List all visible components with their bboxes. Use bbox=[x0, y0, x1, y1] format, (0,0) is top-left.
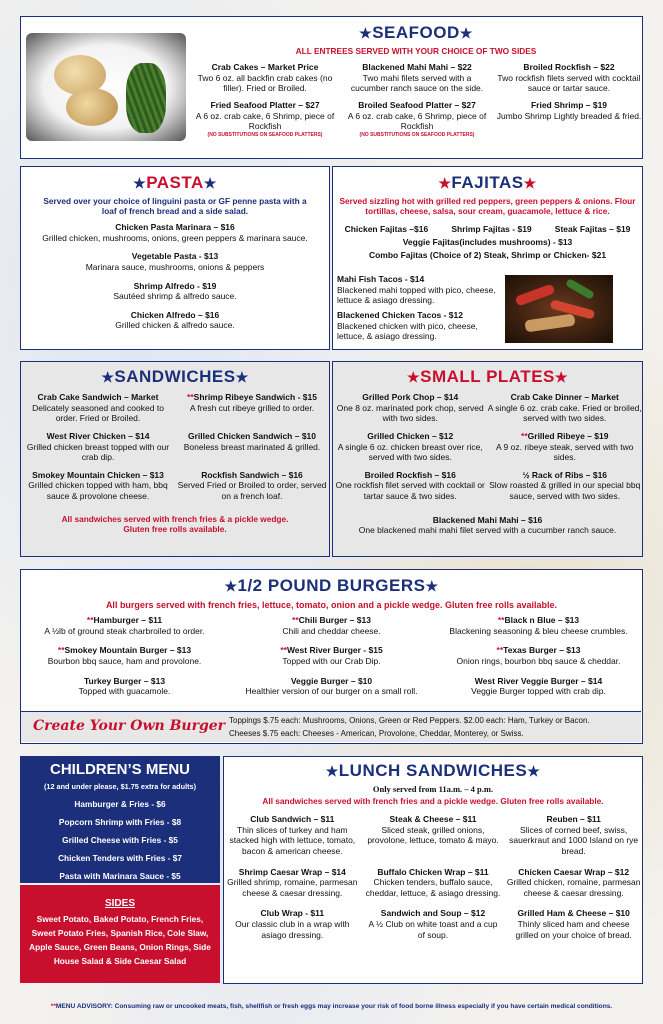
lunch-item-name bbox=[224, 867, 361, 878]
seafood-item-desc: Two rockfish filets served with cocktail sauce or tartar sauce. bbox=[497, 72, 641, 94]
lunch-item bbox=[224, 867, 361, 899]
sandwich-item-name bbox=[21, 392, 175, 403]
taco-item-desc: Blackened mahi topped with pico, cheese, lettuce & asiago dressing. bbox=[337, 284, 496, 306]
sandwich-item-name bbox=[21, 470, 175, 481]
lunch-item-name bbox=[365, 867, 502, 878]
burger-item-title: Texas Burger – $13 bbox=[503, 645, 581, 656]
create-your-own-bar bbox=[21, 711, 641, 742]
pasta-item-desc: Marinara sauce, mushrooms, onions & peppers bbox=[85, 261, 265, 272]
seafood-item-name bbox=[495, 62, 643, 73]
seafood-subtitle: ALL ENTREES SERVED WITH YOUR CHOICE OF TWO SIDES bbox=[295, 46, 537, 56]
seafood-item-title: Blackened Mahi Mahi – $22 bbox=[362, 62, 472, 72]
lunch-hours: Only served from 11a.m. – 4 p.m. bbox=[372, 784, 494, 794]
lunch-item bbox=[505, 908, 642, 940]
lunch-item-title: Buffalo Chicken Wrap – $11 bbox=[377, 866, 489, 877]
taco-item-desc: Blackened chicken with pico, cheese, lettuce, & asiago dressing. bbox=[337, 320, 478, 342]
seafood-item bbox=[343, 62, 491, 94]
toppings-info bbox=[229, 715, 590, 741]
sides-text: Sweet Potato, Baked Potato, French Fries, Sweet Potato Fries, Spanish Rice, Cole Slaw, Apple Sauce, Green Beans, Onion Rings, Side House Salad & Side Caesar Salad bbox=[29, 914, 211, 966]
lunch-item-desc: Grilled shrimp, romaine, parmesan cheese & caesar dressing. bbox=[227, 877, 358, 898]
seafood-item bbox=[495, 62, 643, 94]
childrens-items bbox=[20, 795, 220, 885]
small-plate-item-desc: One rockfish filet served with cocktail or tartar sauce & two sides. bbox=[335, 480, 485, 501]
burger-item-name bbox=[435, 645, 642, 656]
taco-item-title: Blackened Chicken Tacos - $12 bbox=[337, 309, 463, 320]
small-plate-item-title: Blackened Mahi Mahi – $16 bbox=[432, 514, 543, 525]
pasta-item bbox=[21, 310, 329, 331]
burger-item-name bbox=[228, 615, 435, 626]
sandwich-item-name bbox=[21, 431, 175, 442]
lunch-item-name bbox=[365, 814, 502, 825]
small-plate-item-title: ½ Rack of Ribs – $16 bbox=[522, 469, 608, 480]
burger-item-title: Smokey Mountain Burger – $13 bbox=[64, 645, 192, 656]
pasta-item-desc: Sautéed shrimp & alfredo sauce. bbox=[113, 291, 237, 302]
small-plate-item-title: Crab Cake Dinner – Market bbox=[510, 392, 619, 402]
lunch-item-name bbox=[505, 908, 642, 919]
pasta-item-name bbox=[21, 281, 329, 292]
seafood-item-desc: Two 6 oz. all backfin crab cakes (no filler). Fried or Broiled. bbox=[197, 72, 333, 94]
sandwich-item bbox=[175, 470, 329, 502]
fajitas-subtitle: Served sizzling hot with grilled red peppers, green peppers & onions. Flour tortillas, cheese, salsa, sour cream, guacamole, lettuce & rice. bbox=[339, 196, 636, 216]
burger-item-title: Black n Blue – $13 bbox=[504, 615, 580, 625]
raw-advisory-mark: ** bbox=[497, 615, 505, 625]
sandwich-item-desc: Grilled chicken topped with ham, bbq sauce & provolone cheese. bbox=[28, 480, 168, 501]
small-plate-item bbox=[488, 431, 643, 463]
no-substitution-note: (NO SUBSTITUTIONS ON SEAFOOD PLATTERS) bbox=[207, 131, 323, 138]
small-plate-item-name bbox=[333, 431, 488, 442]
small-plate-item bbox=[488, 470, 643, 502]
seafood-item-desc: Two mahi filets served with a cucumber ranch sauce on the side. bbox=[350, 72, 484, 94]
seafood-item-title: Fried Shrimp – $19 bbox=[530, 99, 608, 110]
pasta-item-name bbox=[21, 222, 329, 233]
pasta-item bbox=[21, 251, 329, 272]
fajitas-steak: Steak Fajitas – $19 bbox=[554, 224, 631, 234]
seafood-item bbox=[343, 100, 491, 138]
raw-advisory-mark: ** bbox=[86, 615, 94, 625]
burger-item-desc: Veggie Burger topped with crab dip. bbox=[471, 686, 606, 697]
tacos-items bbox=[337, 274, 497, 346]
advisory-text: MENU ADVISORY: Consuming raw or uncooked meats, fish, shellfish or fresh eggs may increase your risk of food borne illness especially if you have certain medical conditions. bbox=[55, 1003, 613, 1010]
seafood-item-name bbox=[191, 62, 339, 73]
burger-item bbox=[228, 676, 435, 697]
lunch-section bbox=[223, 756, 643, 984]
lunch-items bbox=[224, 814, 642, 940]
small-plates-section bbox=[332, 361, 643, 557]
burger-item-name bbox=[21, 615, 228, 626]
create-your-own-title: Create Your Own Burger bbox=[33, 718, 226, 734]
no-substitution-note: (NO SUBSTITUTIONS ON SEAFOOD PLATTERS) bbox=[359, 131, 475, 138]
raw-advisory-mark: ** bbox=[292, 615, 299, 625]
lunch-item-name bbox=[505, 867, 642, 878]
lunch-item-name bbox=[224, 908, 361, 919]
sandwich-item-name bbox=[175, 470, 329, 481]
sandwiches-items bbox=[21, 392, 329, 502]
childrens-item: Grilled Cheese with Fries - $5 bbox=[62, 835, 178, 845]
small-plate-item bbox=[488, 392, 643, 424]
small-plates-title: ★SMALL PLATES★ bbox=[407, 367, 568, 386]
seafood-item-name bbox=[343, 62, 491, 73]
sandwich-item-desc: Boneless breast marinated & grilled. bbox=[183, 441, 321, 452]
burger-item-name bbox=[228, 645, 435, 656]
lunch-item-desc: A ½ Club on white toast and a cup of soup. bbox=[368, 919, 498, 940]
lunch-item-desc: Sliced steak, grilled onions, provolone, lettuce, tomato & mayo. bbox=[367, 824, 499, 846]
burger-item-desc: Topped with guacamole. bbox=[78, 686, 171, 697]
sandwich-item bbox=[21, 431, 175, 463]
burger-item-name bbox=[435, 615, 642, 626]
raw-advisory-mark: ** bbox=[280, 645, 287, 656]
small-plate-item-desc: Slow roasted & grilled in our special bbq sauce, served with two sides. bbox=[489, 480, 641, 501]
burger-item bbox=[228, 645, 435, 666]
pasta-item-title: Chicken Alfredo – $16 bbox=[130, 309, 220, 320]
pasta-item-name bbox=[21, 251, 329, 262]
childrens-subtitle: (12 and under please, $1.75 extra for adults) bbox=[43, 782, 197, 791]
lunch-item bbox=[224, 814, 361, 857]
lunch-item-desc: Thinly sliced ham and cheese grilled on your choice of bread. bbox=[515, 919, 632, 940]
seafood-item-name bbox=[343, 100, 491, 111]
burger-item-name bbox=[228, 676, 435, 687]
lunch-item-name bbox=[365, 908, 502, 919]
childrens-item: Chicken Tenders with Fries - $7 bbox=[58, 853, 182, 863]
burger-item-title: West River Burger - $15 bbox=[286, 645, 383, 656]
fajitas-row bbox=[333, 224, 642, 234]
burger-item bbox=[435, 676, 642, 697]
lunch-item bbox=[224, 908, 361, 940]
sandwich-item-desc: Grilled chicken breast topped with our crab dip. bbox=[26, 441, 170, 463]
fajitas-combo: Combo Fajitas (Choice of 2) Steak, Shrimp or Chicken- $21 bbox=[368, 250, 607, 260]
pasta-subtitle: Served over your choice of linguini pasta or GF penne pasta with a loaf of french bread and a side salad. bbox=[43, 196, 307, 216]
small-plate-item bbox=[333, 515, 642, 536]
seafood-item-title: Broiled Seafood Platter – $27 bbox=[358, 99, 476, 110]
seafood-item-name bbox=[495, 100, 643, 111]
lunch-item-title: Club Wrap - $11 bbox=[260, 908, 325, 919]
small-plate-item bbox=[333, 470, 488, 502]
burger-item-desc: Topped with our Crab Dip. bbox=[282, 655, 381, 666]
lunch-item-desc: Slices of corned beef, swiss, sauerkraut and 1000 Island on rye bread. bbox=[509, 824, 639, 856]
burger-item-desc: Blackening seasoning & bleu cheese crumbles. bbox=[449, 625, 628, 636]
taco-item-name bbox=[337, 274, 497, 285]
taco-item-title: Mahi Fish Tacos - $14 bbox=[337, 274, 425, 284]
sandwiches-title: ★SANDWICHES★ bbox=[101, 367, 249, 386]
small-plate-item-title: Grilled Chicken – $12 bbox=[367, 430, 454, 441]
sandwich-item-title: Smokey Mountain Chicken – $13 bbox=[32, 469, 164, 480]
lunch-item bbox=[365, 908, 502, 940]
crab-cake-photo bbox=[26, 33, 186, 141]
sandwich-item-title: Shrimp Ribeye Sandwich - $15 bbox=[193, 392, 317, 402]
small-plate-item-desc: One 8 oz. marinated pork chop, served with two sides. bbox=[336, 402, 484, 424]
burgers-subtitle: All burgers served with french fries, lettuce, tomato, onion and a pickle wedge. Gluten free rolls available. bbox=[105, 600, 558, 610]
lunch-subtitle: All sandwiches served with french fries and a pickle wedge. Gluten free rolls available. bbox=[262, 796, 604, 806]
fajitas-title: ★FAJITAS★ bbox=[438, 173, 537, 192]
sandwich-item bbox=[21, 392, 175, 424]
burger-item bbox=[21, 615, 228, 636]
childrens-menu-section bbox=[20, 756, 220, 883]
raw-advisory-mark: ** bbox=[57, 645, 65, 656]
burger-item-desc: Bourbon bbq sauce, ham and provolone. bbox=[47, 655, 202, 666]
small-plate-item-desc: A 9 oz. ribeye steak, served with two sides. bbox=[496, 441, 634, 463]
lunch-item-name bbox=[505, 814, 642, 825]
lunch-item-name bbox=[224, 814, 361, 825]
burger-item bbox=[21, 676, 228, 697]
lunch-item-desc: Grilled chicken, romaine, parmesan cheese & caesar dressing. bbox=[506, 877, 641, 898]
sandwich-item bbox=[175, 392, 329, 424]
small-plate-item-title: Broiled Rockfish – $16 bbox=[364, 469, 456, 480]
raw-advisory-mark: ** bbox=[496, 645, 504, 656]
burger-item-name bbox=[21, 645, 228, 656]
lunch-item-title: Reuben – $11 bbox=[546, 814, 601, 824]
lunch-item-title: Club Sandwich – $11 bbox=[250, 814, 335, 824]
sandwiches-section bbox=[20, 361, 330, 557]
seafood-item-title: Fried Seafood Platter – $27 bbox=[210, 99, 320, 110]
lunch-item-title: Chicken Caesar Wrap – $12 bbox=[518, 866, 630, 877]
sandwich-item-title: Rockfish Sandwich – $16 bbox=[201, 469, 303, 480]
burger-item bbox=[228, 615, 435, 636]
childrens-item: Pasta with Marinara Sauce - $5 bbox=[59, 871, 181, 881]
seafood-item bbox=[191, 100, 339, 138]
childrens-item: Hamburger & Fries - $6 bbox=[74, 799, 166, 809]
toppings-text: Toppings $.75 each: Mushrooms, Onions, Green or Red Peppers. $2.00 each: Ham, Turkey or Bacon. bbox=[229, 716, 590, 725]
small-plate-item-desc: A single 6 oz. crab cake. Fried or broiled, served with two sides. bbox=[487, 402, 642, 424]
burger-item bbox=[21, 645, 228, 666]
small-plate-item-title: Grilled Ribeye – $19 bbox=[527, 430, 609, 441]
pasta-item-title: Chicken Pasta Marinara – $16 bbox=[115, 222, 235, 232]
seafood-item-title: Crab Cakes – Market Price bbox=[211, 62, 319, 72]
lunch-item-desc: Chicken tenders, buffalo sauce, cheddar, lettuce, & asiago dressing. bbox=[365, 877, 501, 898]
pasta-title: ★PASTA★ bbox=[133, 173, 217, 192]
advisory-star: ** bbox=[50, 1003, 56, 1010]
lunch-item-desc: Thin slices of turkey and ham stacked high with lettuce, tomato, bacon & american cheese. bbox=[229, 824, 356, 856]
seafood-item bbox=[191, 62, 339, 94]
sandwich-item-title: Grilled Chicken Sandwich – $10 bbox=[187, 430, 317, 441]
small-plate-item bbox=[333, 431, 488, 463]
burger-item-desc: Healthier version of our burger on a small roll. bbox=[245, 686, 418, 697]
sandwiches-footer: All sandwiches served with french fries & a pickle wedge. Gluten free rolls available. bbox=[61, 513, 289, 534]
seafood-item-desc: A 6 oz. crab cake, 6 Shrimp, piece of Rockfish bbox=[195, 110, 335, 132]
small-plate-item-name bbox=[488, 392, 643, 403]
burgers-items bbox=[21, 615, 642, 697]
lunch-title: ★LUNCH SANDWICHES★ bbox=[325, 761, 541, 780]
burger-item bbox=[435, 645, 642, 666]
burger-item-name bbox=[21, 676, 228, 687]
small-plate-item-name bbox=[488, 431, 643, 442]
seafood-item-desc: A 6 oz. crab cake, 6 Shrimp, piece of Rockfish bbox=[347, 110, 487, 132]
sides-title: SIDES bbox=[104, 898, 135, 909]
menu-advisory bbox=[20, 1003, 643, 1010]
burger-item-title: Hamburger – $11 bbox=[93, 615, 163, 625]
pasta-items bbox=[21, 222, 329, 331]
taco-item-name bbox=[337, 310, 497, 321]
burger-item-desc: Chili and cheddar cheese. bbox=[282, 625, 381, 636]
small-plate-item-name bbox=[333, 515, 642, 526]
burger-item-title: Turkey Burger – $13 bbox=[83, 675, 166, 686]
seafood-item bbox=[495, 100, 643, 138]
sandwich-item-desc: Delicately seasoned and cooked to order. Fried or Broiled. bbox=[32, 402, 164, 424]
burger-item-name bbox=[435, 676, 642, 687]
burger-item-title: Chili Burger – $13 bbox=[298, 615, 371, 625]
lunch-item bbox=[365, 867, 502, 899]
pasta-item-title: Vegetable Pasta - $13 bbox=[131, 251, 219, 262]
seafood-item-name bbox=[191, 100, 339, 111]
burger-item bbox=[435, 615, 642, 636]
small-plate-item-desc: A single 6 oz. chicken breast over rice, served with two sides. bbox=[337, 441, 483, 463]
sides-section bbox=[20, 885, 220, 983]
pasta-item bbox=[21, 281, 329, 302]
pasta-item-title: Shrimp Alfredo - $19 bbox=[133, 280, 217, 291]
sandwich-item-title: Crab Cake Sandwich – Market bbox=[37, 392, 159, 402]
lunch-item bbox=[365, 814, 502, 857]
lunch-item-title: Grilled Ham & Cheese – $10 bbox=[517, 908, 630, 919]
small-plate-item-name bbox=[488, 470, 643, 481]
fajitas-chicken: Chicken Fajitas –$16 bbox=[344, 224, 429, 234]
sandwich-item-name bbox=[175, 392, 329, 403]
childrens-title: CHILDREN’S MENU bbox=[49, 761, 190, 778]
burger-item-desc: A ½lb of ground steak charbroiled to order. bbox=[44, 625, 205, 636]
raw-advisory-mark: ** bbox=[521, 430, 528, 441]
burger-item-title: Veggie Burger – $10 bbox=[290, 675, 373, 686]
sandwich-item bbox=[21, 470, 175, 502]
childrens-item: Popcorn Shrimp with Fries - $8 bbox=[58, 817, 182, 827]
small-plate-item-title: Grilled Pork Chop – $14 bbox=[362, 392, 459, 402]
burger-item-desc: Onion rings, bourbon bbq sauce & cheddar. bbox=[456, 655, 621, 666]
sandwich-item bbox=[175, 431, 329, 463]
small-plate-item bbox=[333, 392, 488, 424]
lunch-item bbox=[505, 814, 642, 857]
pasta-item-desc: Grilled chicken, mushrooms, onions, green peppers & marinara sauce. bbox=[42, 232, 308, 243]
burgers-title: ★1/2 POUND BURGERS★ bbox=[224, 576, 439, 595]
sandwich-item-title: West River Chicken – $14 bbox=[46, 430, 150, 441]
pasta-item-name bbox=[21, 310, 329, 321]
small-plates-items bbox=[333, 392, 642, 536]
lunch-item-title: Shrimp Caesar Wrap – $14 bbox=[238, 866, 346, 877]
pasta-item bbox=[21, 222, 329, 243]
lunch-item-title: Steak & Cheese – $11 bbox=[389, 814, 477, 824]
seafood-title: ★SEAFOOD★ bbox=[359, 23, 473, 42]
lunch-item-desc: Our classic club in a wrap with asiago dressing. bbox=[235, 919, 350, 940]
seafood-item-title: Broiled Rockfish – $22 bbox=[523, 62, 615, 72]
fajitas-veggie: Veggie Fajitas(includes mushrooms) - $13 bbox=[402, 237, 573, 247]
raw-advisory-mark: ** bbox=[187, 392, 194, 402]
fajitas-section bbox=[332, 166, 643, 350]
sandwich-item-desc: A fresh cut ribeye grilled to order. bbox=[189, 402, 315, 413]
sandwich-item-desc: Served Fried or Broiled to order, served on a french loaf. bbox=[177, 480, 327, 501]
pasta-item-desc: Grilled chicken & alfredo sauce. bbox=[115, 320, 235, 331]
burger-item-title: West River Veggie Burger – $14 bbox=[474, 675, 603, 686]
taco-item bbox=[337, 310, 497, 342]
taco-item bbox=[337, 274, 497, 306]
burgers-section bbox=[20, 569, 643, 744]
seafood-section bbox=[20, 16, 643, 159]
fajitas-shrimp: Shrimp Fajitas - $19 bbox=[451, 224, 532, 234]
seafood-item-desc: Jumbo Shrimp Lightly breaded & fried. bbox=[496, 110, 642, 121]
lunch-item-title: Sandwich and Soup – $12 bbox=[380, 908, 486, 919]
fajitas-photo bbox=[505, 275, 613, 343]
pasta-section bbox=[20, 166, 330, 350]
lunch-item bbox=[505, 867, 642, 899]
seafood-items bbox=[191, 62, 643, 138]
small-plate-item-name bbox=[333, 470, 488, 481]
small-plate-item-name bbox=[333, 392, 488, 403]
small-plate-item-desc: One blackened mahi mahi filet served with a cucumber ranch sauce. bbox=[358, 525, 617, 536]
cheeses-text: Cheeses $.75 each: Cheeses - American, Provolone, Cheddar, Monterey, or Swiss. bbox=[229, 728, 524, 738]
sandwich-item-name bbox=[175, 431, 329, 442]
